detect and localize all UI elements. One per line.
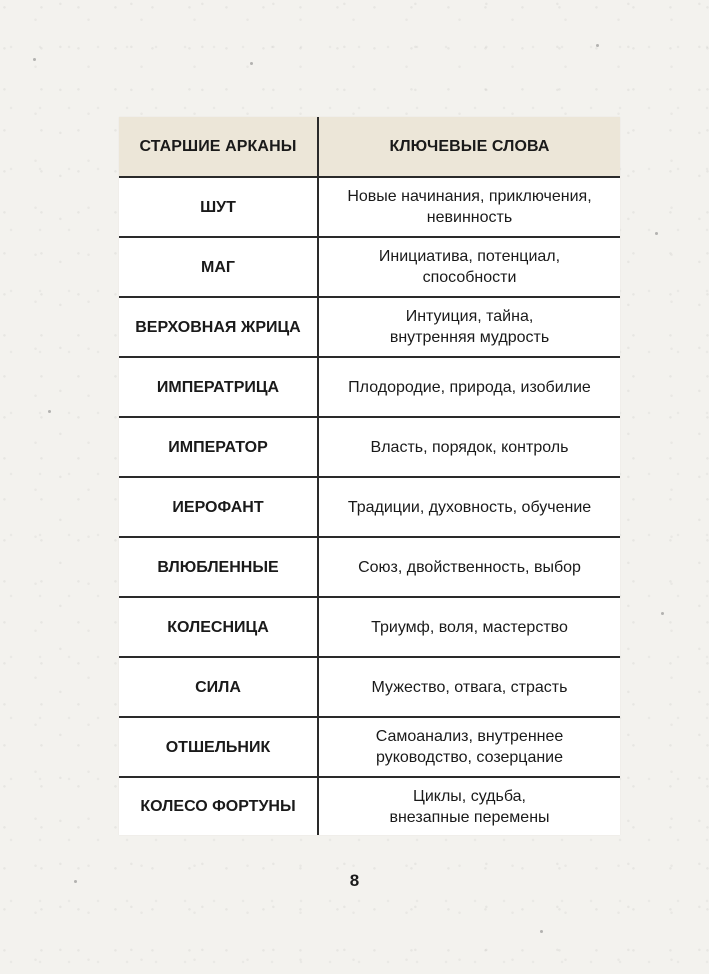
column-header-arcana: СТАРШИЕ АРКАНЫ — [119, 117, 318, 177]
arcana-keywords — [318, 237, 620, 297]
keywords-line: Самоанализ, внутреннее — [375, 728, 564, 745]
table-row — [119, 417, 620, 477]
table-row — [119, 477, 620, 537]
keywords-line: Триумф, воля, мастерство — [371, 618, 568, 636]
page-number: 8 — [349, 871, 360, 890]
keywords-line: Мужество, отвага, страсть — [371, 678, 568, 696]
arcana-name: ВЛЮБЛЕННЫЕ — [119, 537, 318, 597]
arcana-name: ОТШЕЛЬНИК — [119, 717, 318, 777]
tarot-arcana-table — [119, 117, 620, 835]
table-header-row — [119, 117, 620, 177]
table-row — [119, 177, 620, 237]
keywords-line: Интуиция, тайна, — [405, 308, 534, 325]
keywords-line: руководство, созерцание — [375, 749, 564, 766]
arcana-keywords — [318, 537, 620, 597]
arcana-keywords — [318, 477, 620, 537]
arcana-keywords — [318, 717, 620, 777]
arcana-name: КОЛЕСО ФОРТУНЫ — [119, 777, 318, 835]
keywords-line: Циклы, судьба, — [413, 787, 526, 805]
table-row — [119, 717, 620, 777]
paper-speck — [596, 44, 599, 47]
table-row — [119, 597, 620, 657]
keywords-line: внезапные перемены — [389, 808, 550, 826]
arcana-keywords — [318, 297, 620, 357]
keywords-line: внутренняя мудрость — [389, 329, 550, 346]
keywords-line: Власть, порядок, контроль — [370, 438, 569, 456]
table-row — [119, 297, 620, 357]
paper-speck — [48, 410, 51, 413]
paper-speck — [655, 232, 658, 235]
arcana-keywords — [318, 177, 620, 237]
arcana-keywords — [318, 777, 620, 835]
column-header-keywords: КЛЮЧЕВЫЕ СЛОВА — [318, 117, 620, 177]
keywords-line: Плодородие, природа, изобилие — [348, 378, 591, 396]
arcana-name: СИЛА — [119, 657, 318, 717]
keywords-line: Союз, двойственность, выбор — [358, 558, 581, 576]
paper-speck — [250, 62, 253, 65]
arcana-name: ИЕРОФАНТ — [119, 477, 318, 537]
paper-speck — [33, 58, 36, 61]
arcana-keywords — [318, 597, 620, 657]
arcana-name: КОЛЕСНИЦА — [119, 597, 318, 657]
keywords-line: способности — [422, 269, 517, 286]
keywords-line: Новые начинания, приключения, — [347, 188, 592, 205]
paper-speck — [540, 930, 543, 933]
table-row — [119, 537, 620, 597]
keywords-line: Традиции, духовность, обучение — [347, 498, 592, 516]
paper-speck — [661, 612, 664, 615]
arcana-name: ИМПЕРАТОР — [119, 417, 318, 477]
arcana-keywords — [318, 657, 620, 717]
arcana-name: ВЕРХОВНАЯ ЖРИЦА — [119, 297, 318, 357]
arcana-name: ИМПЕРАТРИЦА — [119, 357, 318, 417]
table-row — [119, 237, 620, 297]
arcana-name: ШУТ — [119, 177, 318, 237]
table-row — [119, 657, 620, 717]
table-row — [119, 777, 620, 835]
arcana-keywords — [318, 417, 620, 477]
keywords-line: невинность — [426, 209, 513, 226]
keywords-line: Инициатива, потенциал, — [378, 248, 561, 265]
arcana-name: МАГ — [119, 237, 318, 297]
arcana-keywords — [318, 357, 620, 417]
table-row — [119, 357, 620, 417]
